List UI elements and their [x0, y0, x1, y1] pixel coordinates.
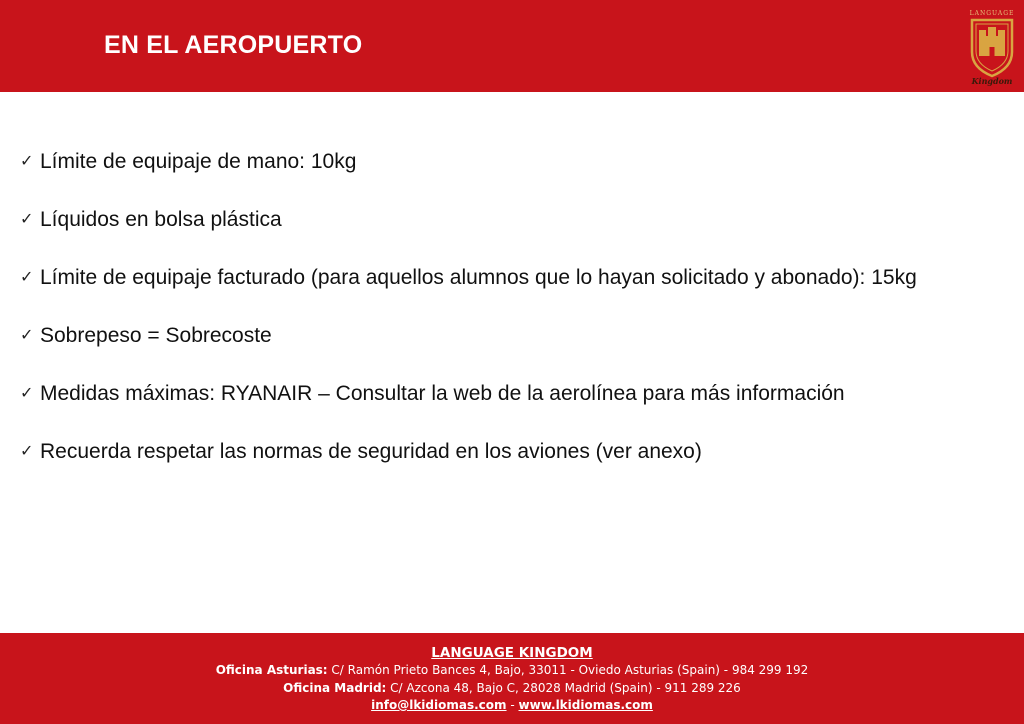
website-link[interactable]: www.lkidiomas.com: [518, 698, 653, 712]
list-item: [20, 133, 1010, 191]
logo-top-text: LANGUAGE: [969, 10, 1015, 17]
checklist: [20, 133, 1010, 481]
check-icon: ✓: [20, 153, 34, 170]
header-bar: [0, 0, 1024, 92]
list-item-text: Sobrepeso = Sobrecoste: [40, 324, 272, 347]
asturias-label: Oficina Asturias:: [215, 663, 328, 677]
email-link[interactable]: info@lkidiomas.com: [371, 698, 507, 712]
list-item-text: Recuerda respetar las normas de seguridad en los aviones (ver anexo): [40, 440, 702, 463]
list-item-text: Medidas máximas: RYANAIR – Consultar la web de la aerolínea para más información: [40, 382, 845, 405]
list-item-text: Límite de equipaje de mano: 10kg: [40, 150, 357, 173]
check-icon: ✓: [20, 211, 34, 228]
madrid-label: Oficina Madrid:: [283, 680, 387, 695]
footer-company-name: LANGUAGE KINGDOM: [431, 645, 593, 661]
check-icon: ✓: [20, 443, 34, 460]
madrid-address: C/ Azcona 48, Bajo C, 28028 Madrid (Spain) - 911 289 226: [386, 680, 741, 695]
castle-shield-icon: [962, 6, 1022, 88]
logo-bottom-text: Kingdom: [971, 76, 1013, 86]
page-title: EN EL AEROPUERTO: [104, 31, 363, 59]
list-item: [20, 423, 1010, 481]
check-icon: ✓: [20, 385, 34, 402]
footer-asturias-office: [0, 662, 1024, 680]
list-item-text: Líquidos en bolsa plástica: [40, 208, 282, 231]
asturias-address: C/ Ramón Prieto Bances 4, Bajo, 33011 - Oviedo Asturias (Spain) - 984 299 192: [327, 663, 809, 677]
link-separator: -: [506, 698, 519, 712]
list-item: [20, 365, 1010, 423]
footer-bar: [0, 633, 1024, 724]
list-item: [20, 307, 1010, 365]
language-kingdom-logo: [962, 6, 1022, 88]
check-icon: ✓: [20, 269, 34, 286]
list-item: [20, 249, 1010, 307]
check-icon: ✓: [20, 327, 34, 344]
list-item: [20, 191, 1010, 249]
footer-madrid-office: [0, 680, 1024, 698]
list-item-text: Límite de equipaje facturado (para aquellos alumnos que lo hayan solicitado y abonado): 15kg: [40, 266, 917, 289]
footer-contact-links: [0, 697, 1024, 715]
